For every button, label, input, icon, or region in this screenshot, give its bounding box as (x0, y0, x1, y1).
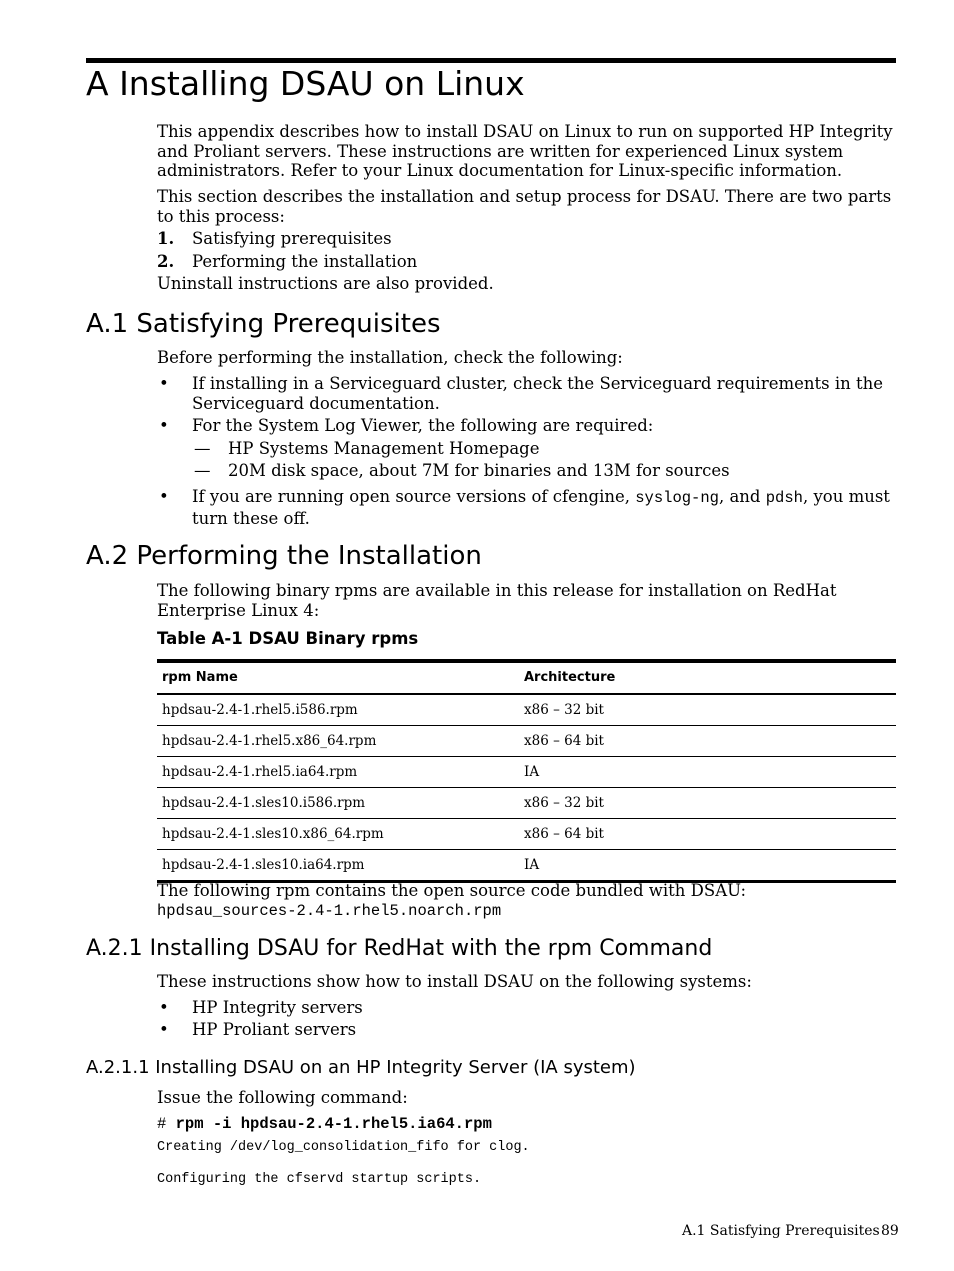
table-row (157, 819, 896, 850)
rpm-name-cell: hpdsau-2.4-1.sles10.ia64.rpm (162, 857, 365, 873)
command-output-1: Creating /dev/log_consolidation_fifo for clog. (157, 1140, 530, 1155)
source-rpm-intro: The following rpm contains the open source code bundled with DSAU: (157, 881, 746, 900)
table-header-row (157, 663, 896, 695)
page-title: A Installing DSAU on Linux (86, 64, 525, 103)
rpm-name-cell: hpdsau-2.4-1.rhel5.x86_64.rpm (162, 733, 377, 749)
table-row (157, 726, 896, 757)
rpm-table (157, 659, 896, 883)
step-number-2: 2. (157, 252, 175, 271)
dash-glyph: — (194, 461, 211, 480)
rpm-name-cell: hpdsau-2.4-1.rhel5.ia64.rpm (162, 764, 358, 780)
dash-glyph: — (194, 439, 211, 458)
bullet-glyph: • (159, 998, 169, 1017)
header-rpm-name: rpm Name (162, 670, 238, 685)
a1-bullet-3-text-a: If you are running open source versions of cfengine, (192, 487, 636, 506)
architecture-cell: x86 – 64 bit (524, 733, 604, 749)
step-number-1: 1. (157, 229, 175, 248)
a1-bullet-1: If installing in a Serviceguard cluster, check the Serviceguard requirements in the Serviceguard documentation. (192, 374, 884, 413)
rpm-name-cell: hpdsau-2.4-1.sles10.x86_64.rpm (162, 826, 384, 842)
step-text-1: Satisfying prerequisites (192, 229, 392, 248)
rpm-name-cell: hpdsau-2.4-1.sles10.i586.rpm (162, 795, 366, 811)
table-row (157, 695, 896, 726)
architecture-cell: x86 – 32 bit (524, 795, 604, 811)
source-rpm-name: hpdsau_sources-2.4-1.rhel5.noarch.rpm (157, 902, 502, 920)
table-row (157, 757, 896, 788)
table-row (157, 788, 896, 819)
bullet-glyph: • (159, 374, 169, 393)
a211-lead: Issue the following command: (157, 1088, 408, 1107)
command-prompt: # (157, 1115, 167, 1133)
bullet-glyph: • (159, 487, 169, 506)
footer-section: A.1 Satisfying Prerequisites (682, 1223, 880, 1239)
a1-lead: Before performing the installation, check the following: (157, 348, 623, 367)
rpm-name-cell: hpdsau-2.4-1.rhel5.i586.rpm (162, 702, 358, 718)
a2-lead: The following binary rpms are available in this release for installation on RedHat Enterprise Linux 4: (157, 581, 837, 620)
a21-item-2: HP Proliant servers (192, 1020, 357, 1039)
a21-item-1: HP Integrity servers (192, 998, 363, 1017)
command-line (157, 1115, 492, 1133)
step-text-2: Performing the installation (192, 252, 418, 271)
command-output-2: Configuring the cfservd startup scripts. (157, 1172, 482, 1187)
a1-bullet-3 (192, 487, 898, 528)
a1-bullet-3-text-c: , you must turn these off. (192, 487, 890, 528)
section-heading-a211: A.2.1.1 Installing DSAU on an HP Integrity Server (IA system) (86, 1057, 636, 1078)
table-caption: Table A-1 DSAU Binary rpms (157, 629, 419, 648)
bullet-glyph: • (159, 416, 169, 435)
section-heading-a2: A.2 Performing the Installation (86, 541, 482, 571)
architecture-cell: x86 – 64 bit (524, 826, 604, 842)
architecture-cell: IA (524, 857, 540, 873)
syslog-ng-code: syslog-ng (635, 489, 719, 507)
bullet-glyph: • (159, 1020, 169, 1039)
command-text: rpm -i hpdsau-2.4-1.rhel5.ia64.rpm (175, 1115, 492, 1133)
intro-paragraph-2: This section describes the installation and setup process for DSAU. There are two parts to this process: (157, 187, 892, 226)
top-rule (86, 58, 896, 63)
a21-lead: These instructions show how to install DSAU on the following systems: (157, 972, 752, 991)
section-heading-a21: A.2.1 Installing DSAU for RedHat with the rpm Command (86, 936, 713, 961)
a1-bullet-2: For the System Log Viewer, the following are required: (192, 416, 654, 435)
intro-paragraph-1: This appendix describes how to install DSAU on Linux to run on supported HP Integrity and Proliant servers. These instructions are written for experienced Linux system administrators. Refer to your Linux documentation for Linux-specific information. (157, 122, 893, 180)
page-number: 89 (881, 1223, 899, 1239)
pdsh-code: pdsh (765, 489, 803, 507)
architecture-cell: IA (524, 764, 540, 780)
uninstall-note: Uninstall instructions are also provided. (157, 274, 494, 293)
a1-subitem-2: 20M disk space, about 7M for binaries and 13M for sources (228, 461, 730, 480)
a1-bullet-3-text-b: , and (718, 487, 766, 506)
a1-subitem-1: HP Systems Management Homepage (228, 439, 540, 458)
header-architecture: Architecture (524, 670, 616, 685)
table-row (157, 850, 896, 883)
section-heading-a1: A.1 Satisfying Prerequisites (86, 309, 441, 339)
architecture-cell: x86 – 32 bit (524, 702, 604, 718)
